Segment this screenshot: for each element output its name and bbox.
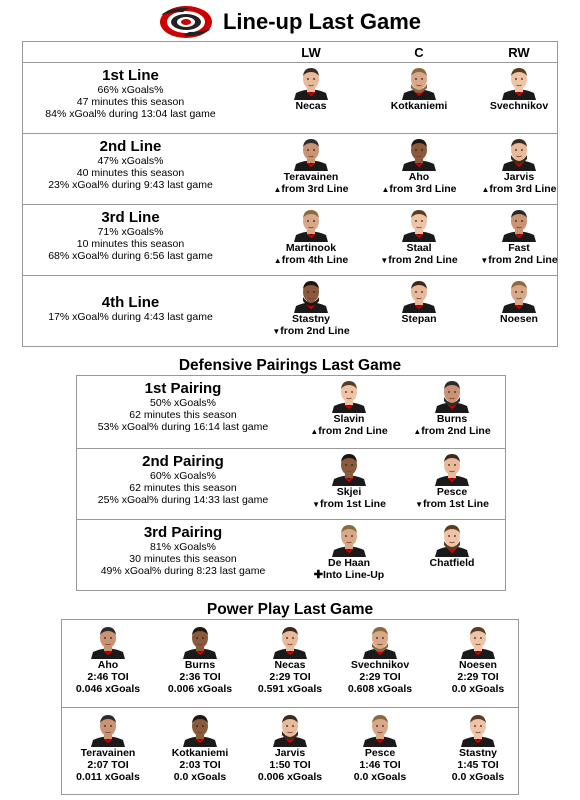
player-card bbox=[473, 135, 565, 196]
powerplay-name: Aho bbox=[97, 659, 119, 671]
player-movement-note bbox=[265, 183, 357, 196]
powerplay-name: Necas bbox=[274, 659, 306, 671]
player-name: Pesce bbox=[436, 486, 468, 498]
powerplay-name: Pesce bbox=[364, 747, 396, 759]
group-name: 3rd Pairing bbox=[143, 524, 223, 541]
player-headshot-icon bbox=[330, 377, 368, 413]
player-card bbox=[303, 521, 395, 581]
group-stat: 66% xGoals% bbox=[97, 84, 164, 96]
player-headshot-icon bbox=[330, 521, 368, 557]
powerplay-name: Burns bbox=[184, 659, 216, 671]
player-note-text: from 1st Line bbox=[422, 498, 489, 510]
powerplay-xg: 0.608 xGoals bbox=[347, 683, 413, 695]
player-name: Burns bbox=[436, 413, 468, 425]
powerplay-xg: 0.0 xGoals bbox=[173, 771, 227, 783]
player-movement-note bbox=[406, 498, 498, 511]
group-name: 4th Line bbox=[101, 294, 160, 311]
powerplay-name: Stastny bbox=[459, 747, 497, 759]
powerplay-xg: 0.0 xGoals bbox=[451, 771, 505, 783]
group-stat: 81% xGoals% bbox=[150, 541, 216, 553]
player-name: Jarvis bbox=[503, 171, 535, 183]
player-card bbox=[473, 64, 565, 112]
player-name: Martinook bbox=[285, 242, 337, 254]
group-name: 1st Line bbox=[102, 67, 159, 84]
column-header-c: C bbox=[414, 45, 424, 60]
player-card bbox=[265, 206, 357, 267]
player-name: Noesen bbox=[500, 313, 538, 325]
player-headshot-icon bbox=[271, 623, 309, 659]
player-headshot-icon bbox=[330, 450, 368, 486]
group-stat: 49% xGoal% during 8:23 last game bbox=[100, 565, 266, 577]
player-note-text: from 2nd Line bbox=[388, 254, 458, 266]
triangle-up-icon: ▲ bbox=[413, 427, 422, 436]
powerplay-name: Svechnikov bbox=[350, 659, 410, 671]
page-title: Line-up Last Game bbox=[222, 9, 422, 34]
player-note-text: from 4th Line bbox=[281, 254, 349, 266]
triangle-up-icon: ▲ bbox=[310, 427, 319, 436]
powerplay-player-card bbox=[330, 711, 430, 783]
player-headshot-icon bbox=[433, 450, 471, 486]
group-info bbox=[77, 524, 289, 577]
player-headshot-icon bbox=[459, 623, 497, 659]
powerplay-player-card bbox=[330, 623, 430, 695]
triangle-down-icon: ▼ bbox=[480, 256, 489, 265]
forward-line-row bbox=[23, 133, 557, 204]
player-card bbox=[406, 521, 498, 569]
player-headshot-icon bbox=[400, 64, 438, 100]
player-movement-note bbox=[303, 425, 395, 438]
group-info bbox=[77, 380, 289, 433]
triangle-up-icon: ▲ bbox=[273, 256, 282, 265]
powerplay-unit-row bbox=[62, 707, 518, 794]
player-movement-note bbox=[303, 569, 395, 581]
player-card bbox=[473, 206, 565, 267]
player-headshot-icon bbox=[459, 711, 497, 747]
player-note-text: from 3rd Line bbox=[389, 183, 457, 195]
player-headshot-icon bbox=[181, 623, 219, 659]
player-note-text: from 3rd Line bbox=[281, 183, 349, 195]
defense-title: Defensive Pairings Last Game bbox=[178, 357, 402, 374]
powerplay-xg: 0.011 xGoals bbox=[76, 771, 140, 783]
powerplay-table bbox=[61, 619, 519, 795]
group-info bbox=[23, 67, 238, 120]
player-name: Staal bbox=[406, 242, 432, 254]
group-stat: 23% xGoal% during 9:43 last game bbox=[48, 179, 213, 191]
player-headshot-icon bbox=[433, 521, 471, 557]
player-headshot-icon bbox=[500, 277, 538, 313]
group-info bbox=[23, 209, 238, 262]
player-movement-note bbox=[406, 425, 498, 438]
player-headshot-icon bbox=[361, 623, 399, 659]
group-name: 1st Pairing bbox=[144, 380, 222, 397]
player-name: Stastny bbox=[292, 313, 330, 325]
group-stat: 40 minutes this season bbox=[76, 167, 185, 179]
powerplay-xg: 0.006 xGoals bbox=[257, 771, 323, 783]
triangle-down-icon: ▼ bbox=[415, 500, 423, 509]
powerplay-name: Jarvis bbox=[274, 747, 306, 759]
player-name: Stepan bbox=[401, 313, 437, 325]
hurricanes-logo bbox=[159, 5, 213, 39]
player-movement-note bbox=[265, 254, 357, 267]
group-stat: 30 minutes this season bbox=[129, 553, 237, 565]
player-card bbox=[473, 277, 565, 325]
column-header-lw: LW bbox=[301, 45, 321, 60]
powerplay-toi: 2:07 TOI bbox=[87, 759, 129, 771]
powerplay-name: Teravainen bbox=[80, 747, 136, 759]
player-movement-note bbox=[373, 254, 465, 267]
group-stat: 50% xGoals% bbox=[150, 397, 216, 409]
powerplay-player-card bbox=[428, 623, 528, 695]
group-stat: 62 minutes this season bbox=[129, 482, 237, 494]
player-name: Svechnikov bbox=[489, 100, 549, 112]
player-headshot-icon bbox=[400, 135, 438, 171]
group-info bbox=[23, 294, 238, 323]
powerplay-name: Kotkaniemi bbox=[171, 747, 229, 759]
player-headshot-icon bbox=[89, 711, 127, 747]
player-card bbox=[373, 277, 465, 325]
triangle-down-icon: ▼ bbox=[312, 500, 320, 509]
triangle-down-icon: ▼ bbox=[272, 327, 281, 336]
player-headshot-icon bbox=[292, 135, 330, 171]
powerplay-title: Power Play Last Game bbox=[206, 601, 374, 618]
player-movement-note bbox=[473, 254, 565, 267]
powerplay-unit-row bbox=[62, 620, 518, 707]
powerplay-toi: 2:29 TOI bbox=[359, 671, 401, 683]
powerplay-toi: 2:29 TOI bbox=[457, 671, 499, 683]
player-headshot-icon bbox=[292, 206, 330, 242]
group-stat: 68% xGoal% during 6:56 last game bbox=[48, 250, 213, 262]
player-card bbox=[406, 450, 498, 511]
player-card bbox=[373, 206, 465, 267]
player-card bbox=[265, 135, 357, 196]
triangle-up-icon: ▲ bbox=[481, 185, 490, 194]
triangle-up-icon: ▲ bbox=[273, 185, 282, 194]
group-name: 2nd Line bbox=[99, 138, 162, 155]
group-stat: 84% xGoal% during 13:04 last game bbox=[45, 108, 216, 120]
group-name: 2nd Pairing bbox=[142, 453, 224, 470]
plus-icon: ✚ bbox=[313, 569, 323, 581]
group-stat: 10 minutes this season bbox=[76, 238, 185, 250]
powerplay-xg: 0.046 xGoals bbox=[75, 683, 141, 695]
player-card bbox=[265, 64, 357, 112]
forward-line-row bbox=[23, 275, 557, 347]
header bbox=[0, 4, 580, 40]
powerplay-player-card bbox=[428, 711, 528, 783]
player-headshot-icon bbox=[500, 64, 538, 100]
powerplay-player-card bbox=[58, 623, 158, 695]
powerplay-toi: 1:50 TOI bbox=[269, 759, 311, 771]
player-note-text: from 2nd Line bbox=[280, 325, 350, 337]
group-stat: 17% xGoal% during 4:43 last game bbox=[48, 311, 213, 323]
player-name: Necas bbox=[295, 100, 327, 112]
group-stat: 71% xGoals% bbox=[97, 226, 164, 238]
powerplay-xg: 0.006 xGoals bbox=[167, 683, 233, 695]
powerplay-player-card bbox=[240, 711, 340, 783]
player-headshot-icon bbox=[271, 711, 309, 747]
powerplay-toi: 2:36 TOI bbox=[179, 671, 221, 683]
player-movement-note bbox=[373, 183, 465, 196]
player-name: Aho bbox=[408, 171, 430, 183]
powerplay-name: Noesen bbox=[459, 659, 497, 671]
player-movement-note bbox=[303, 498, 395, 511]
group-stat: 25% xGoal% during 14:33 last game bbox=[97, 494, 269, 506]
group-stat: 62 minutes this season bbox=[129, 409, 237, 421]
powerplay-toi: 2:03 TOI bbox=[179, 759, 221, 771]
group-stat: 47% xGoals% bbox=[97, 155, 164, 167]
player-name: Kotkaniemi bbox=[390, 100, 448, 112]
player-card bbox=[373, 135, 465, 196]
powerplay-toi: 2:29 TOI bbox=[269, 671, 311, 683]
defense-pairing-row bbox=[77, 376, 505, 448]
player-note-text: Into Line-Up bbox=[322, 569, 385, 581]
column-header-rw: RW bbox=[508, 45, 530, 60]
defense-pairings-table bbox=[76, 375, 506, 591]
powerplay-player-card bbox=[58, 711, 158, 783]
player-card bbox=[406, 377, 498, 438]
group-stat: 60% xGoals% bbox=[150, 470, 216, 482]
player-card bbox=[303, 377, 395, 438]
player-headshot-icon bbox=[89, 623, 127, 659]
player-card bbox=[303, 450, 395, 511]
powerplay-player-card bbox=[240, 623, 340, 695]
player-name: Fast bbox=[508, 242, 530, 254]
player-headshot-icon bbox=[433, 377, 471, 413]
player-note-text: from 2nd Line bbox=[421, 425, 491, 437]
player-headshot-icon bbox=[361, 711, 399, 747]
triangle-up-icon: ▲ bbox=[381, 185, 390, 194]
group-stat: 47 minutes this season bbox=[76, 96, 185, 108]
player-note-text: from 1st Line bbox=[319, 498, 386, 510]
player-name: Teravainen bbox=[283, 171, 339, 183]
defense-pairing-row bbox=[77, 519, 505, 590]
player-note-text: from 3rd Line bbox=[489, 183, 557, 195]
powerplay-xg: 0.0 xGoals bbox=[353, 771, 407, 783]
player-movement-note bbox=[265, 325, 357, 338]
player-headshot-icon bbox=[181, 711, 219, 747]
player-headshot-icon bbox=[292, 64, 330, 100]
group-info bbox=[23, 138, 238, 191]
powerplay-xg: 0.0 xGoals bbox=[451, 683, 505, 695]
forward-line-row bbox=[23, 62, 557, 133]
triangle-down-icon: ▼ bbox=[380, 256, 389, 265]
defense-pairing-row bbox=[77, 448, 505, 519]
player-name: Chatfield bbox=[429, 557, 475, 569]
player-name: Skjei bbox=[336, 486, 362, 498]
player-card bbox=[373, 64, 465, 112]
powerplay-toi: 2:46 TOI bbox=[87, 671, 129, 683]
player-card bbox=[265, 277, 357, 338]
powerplay-player-card bbox=[150, 623, 250, 695]
player-headshot-icon bbox=[500, 135, 538, 171]
group-stat: 53% xGoal% during 16:14 last game bbox=[97, 421, 269, 433]
player-headshot-icon bbox=[400, 206, 438, 242]
forward-lines-table bbox=[22, 41, 558, 347]
powerplay-xg: 0.591 xGoals bbox=[257, 683, 323, 695]
powerplay-toi: 1:45 TOI bbox=[457, 759, 499, 771]
player-headshot-icon bbox=[292, 277, 330, 313]
forward-line-row bbox=[23, 204, 557, 275]
player-headshot-icon bbox=[500, 206, 538, 242]
player-headshot-icon bbox=[400, 277, 438, 313]
player-name: Slavin bbox=[333, 413, 365, 425]
group-name: 3rd Line bbox=[101, 209, 160, 226]
player-note-text: from 2nd Line bbox=[318, 425, 388, 437]
player-movement-note bbox=[473, 183, 565, 196]
player-note-text: from 2nd Line bbox=[488, 254, 558, 266]
group-info bbox=[77, 453, 289, 506]
powerplay-toi: 1:46 TOI bbox=[359, 759, 401, 771]
player-name: De Haan bbox=[327, 557, 370, 569]
powerplay-player-card bbox=[150, 711, 250, 783]
